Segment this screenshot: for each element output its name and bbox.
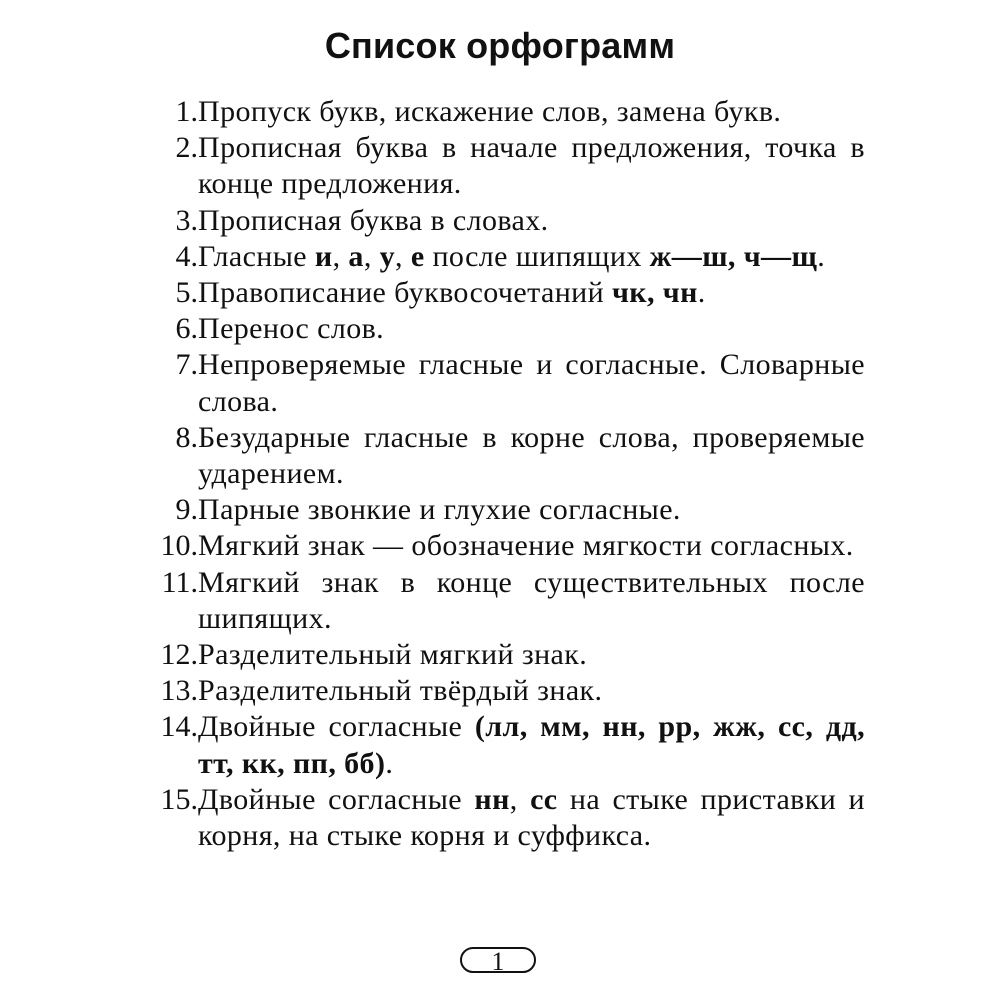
bold-text-segment: (лл, мм, нн, рр, жж, сс, дд, тт, кк, пп, бб) [198, 710, 865, 780]
list-item-number: 10. [160, 529, 198, 563]
list-item-number: 13. [160, 674, 198, 708]
bold-text-segment: и [314, 239, 333, 273]
page-title: Список орфограмм [324, 25, 676, 66]
text-segment: Гласные [198, 239, 315, 273]
list-item-number: 15. [160, 782, 198, 816]
text-segment: Двойные согласные [198, 710, 475, 744]
list-item-number: 1. [175, 95, 198, 128]
text-segment: Двойные согласные [198, 782, 475, 816]
text-segment: . [385, 746, 394, 780]
list-item-number: 14. [160, 710, 198, 744]
text-segment: Разделительный мягкий знак. [198, 638, 588, 672]
list-item-number: 8. [175, 420, 198, 454]
bold-text-segment: нн [474, 782, 510, 816]
list-item-text [198, 637, 865, 673]
text-segment: Мягкий знак в конце существительных после шипящих. [198, 565, 865, 635]
list-item [130, 203, 865, 239]
list-item [130, 347, 865, 419]
list-item-text [198, 311, 865, 347]
text-segment: Непроверяемые гласные и согласные. Словарные слова. [198, 348, 865, 418]
list-item-number: 9. [175, 493, 198, 527]
text-segment: Перенос слов. [198, 312, 385, 346]
list-item-text [198, 94, 865, 130]
list-item [130, 565, 865, 637]
list-item-number: 6. [175, 312, 198, 346]
text-segment: Мягкий знак — обозначение мягкости согласных. [198, 529, 854, 563]
bold-text-segment: чк, чн [611, 276, 698, 310]
text-segment: Прописная буква в начале предложения, точка в конце предложения. [198, 131, 865, 201]
text-segment: , [363, 239, 380, 273]
text-segment: Безударные гласные в корне слова, проверяемые ударением. [198, 420, 865, 491]
list-item [130, 637, 865, 673]
text-segment: . [697, 276, 706, 310]
list-item-number: 12. [160, 638, 198, 672]
list-item [130, 275, 865, 311]
list-item-number: 5. [175, 276, 198, 310]
list-item-text [198, 528, 865, 564]
list-item-number: 7. [175, 348, 198, 382]
bold-text-segment: у [379, 239, 396, 273]
text-segment: Разделительный твёрдый знак. [198, 674, 603, 708]
text-segment: Пропуск букв, искажение слов, замена букв. [198, 95, 782, 128]
list-item-text [198, 420, 865, 492]
list-item [130, 420, 865, 492]
list-item-number: 3. [175, 203, 198, 237]
list-item [130, 239, 865, 275]
list-item [130, 528, 865, 564]
list-item-text [198, 673, 865, 709]
list-item [130, 782, 865, 854]
bold-text-segment: ж—ш, ч—щ [649, 239, 818, 273]
text-segment: Правописание буквосочетаний [198, 276, 612, 310]
list-item [130, 130, 865, 202]
text-segment: , [509, 782, 531, 816]
bold-text-segment: сс [530, 782, 558, 816]
list-item [130, 709, 865, 781]
list-item-text [198, 565, 865, 637]
list-item [130, 492, 865, 528]
list-item-text [198, 275, 865, 311]
bold-text-segment: е [410, 239, 425, 273]
text-segment: Парные звонкие и глухие согласные. [198, 493, 681, 527]
text-segment: на стыке приставки и корня, на стыке корня и суффикса. [198, 782, 866, 853]
list-item-text [198, 709, 865, 781]
bold-text-segment: а [348, 239, 364, 273]
list-item [130, 94, 865, 130]
list-item-text [198, 492, 865, 528]
text-segment: . [817, 239, 826, 273]
list-item-text [198, 239, 865, 275]
spelling-rules-list [130, 94, 865, 854]
list-item-number: 4. [175, 239, 198, 273]
list-item [130, 311, 865, 347]
page-number-badge: 1 [460, 947, 536, 973]
list-item [130, 673, 865, 709]
text-segment: , [332, 239, 349, 273]
text-segment: после шипящих [424, 239, 650, 273]
list-item-number: 2. [175, 131, 198, 165]
text-segment: , [395, 239, 411, 273]
list-item-number: 11. [161, 565, 198, 599]
list-item-text [198, 130, 865, 202]
list-item-text [198, 347, 865, 419]
list-item-text [198, 203, 865, 239]
text-segment: Прописная буква в словах. [198, 203, 549, 237]
list-item-text [198, 782, 865, 854]
